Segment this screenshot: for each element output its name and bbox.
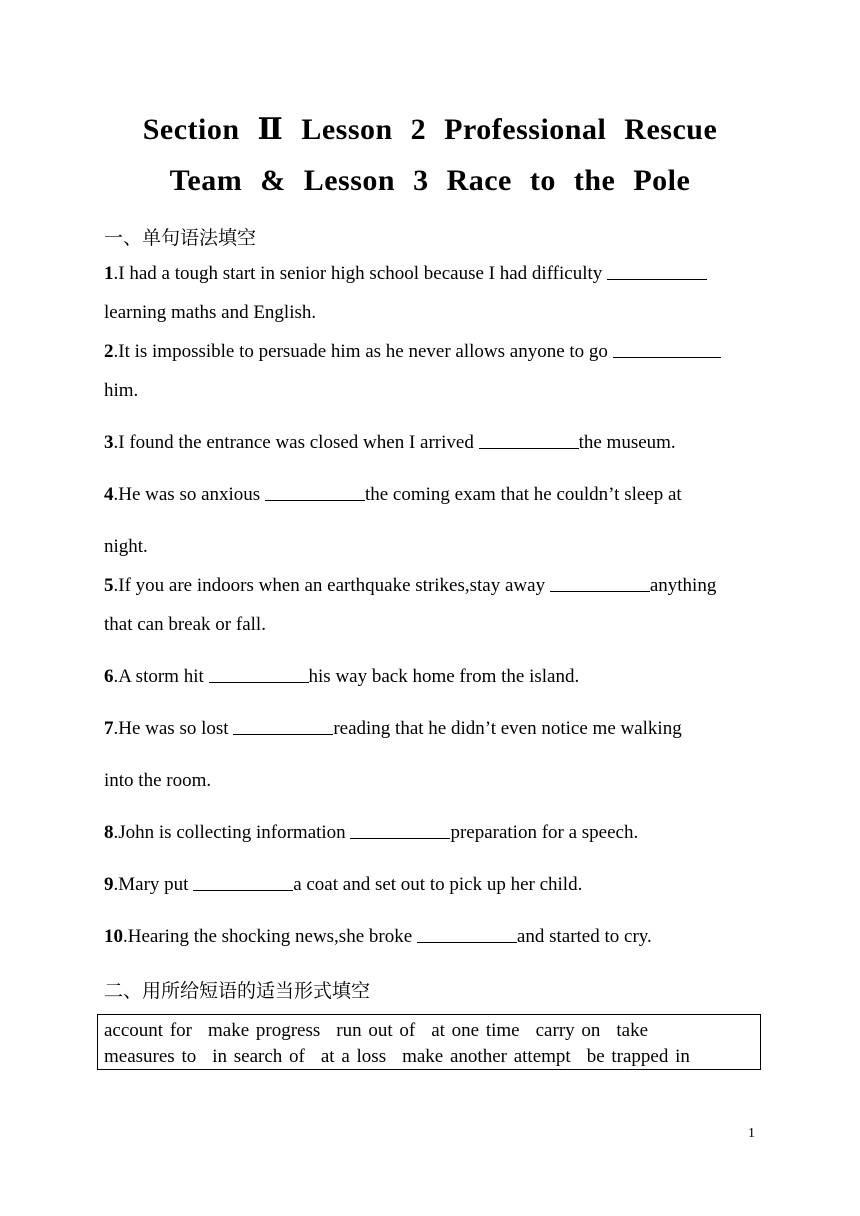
phrase-item: account for [104, 1020, 192, 1041]
answer-blank[interactable] [233, 733, 333, 735]
question-text-after: a coat and set out to pick up her child. [293, 874, 583, 895]
question-number: 4 [104, 484, 114, 505]
answer-blank[interactable] [209, 681, 309, 683]
question-text: .If you are indoors when an earthquake strikes,stay away [113, 575, 550, 596]
question-number: 2 [104, 341, 114, 362]
question-number: 10 [104, 926, 123, 947]
answer-blank[interactable] [479, 447, 579, 449]
question-text: .He was so lost [113, 718, 234, 739]
question-text: .I found the entrance was closed when I arrived [113, 432, 479, 453]
question-number: 6 [104, 666, 114, 687]
answer-blank[interactable] [417, 941, 517, 943]
question-7 [104, 718, 682, 740]
question-text-after: anything [649, 575, 717, 596]
question-text-after: his way back home from the island. [308, 666, 580, 687]
answer-blank[interactable] [550, 590, 650, 592]
question-text-after: the museum. [578, 432, 676, 453]
page-title-line1: Section Ⅱ Lesson 2 Professional Rescue [142, 113, 718, 146]
question-3 [104, 432, 676, 454]
page-title-line2: Team & Lesson 3 Race to the Pole [169, 164, 691, 197]
question-4-continued: night. [104, 536, 148, 557]
phrase-item: make another attempt [402, 1046, 571, 1067]
phrase-item: measures to [104, 1046, 197, 1067]
phrase-item: be trapped in [586, 1046, 690, 1067]
phrase-item: in search of [212, 1046, 305, 1067]
question-2-continued: him. [104, 380, 139, 401]
page-number: 1 [748, 1126, 755, 1141]
phrase-box [97, 1014, 761, 1070]
phrase-row-1 [104, 1020, 664, 1042]
question-1-continued: learning maths and English. [104, 302, 317, 323]
question-9 [104, 874, 582, 896]
question-8 [104, 822, 638, 844]
question-number: 3 [104, 432, 114, 453]
question-number: 1 [104, 263, 114, 284]
question-text: .He was so anxious [113, 484, 265, 505]
question-text-after: the coming exam that he couldn’t sleep at [364, 484, 682, 505]
phrase-item: take [616, 1020, 649, 1041]
question-text-after: and started to cry. [516, 926, 652, 947]
question-2 [104, 341, 721, 363]
phrase-item: run out of [336, 1020, 416, 1041]
phrase-item: at a loss [320, 1046, 387, 1067]
question-text: .Mary put [113, 874, 194, 895]
question-text: .It is impossible to persuade him as he never allows anyone to go [113, 341, 613, 362]
phrase-item: carry on [535, 1020, 601, 1041]
answer-blank[interactable] [607, 278, 707, 280]
phrase-item: at one time [431, 1020, 520, 1041]
question-number: 5 [104, 575, 114, 596]
question-5 [104, 575, 716, 597]
answer-blank[interactable] [193, 889, 293, 891]
question-text: .John is collecting information [113, 822, 351, 843]
question-text: .A storm hit [113, 666, 209, 687]
question-10 [104, 926, 652, 948]
answer-blank[interactable] [350, 837, 450, 839]
answer-blank[interactable] [613, 356, 721, 358]
question-text-after: reading that he didn’t even notice me walking [333, 718, 682, 739]
section2-heading: 二、用所给短语的适当形式填空 [104, 980, 371, 1002]
question-number: 9 [104, 874, 114, 895]
question-text: .I had a tough start in senior high school because I had difficulty [113, 263, 608, 284]
question-text-after: preparation for a speech. [450, 822, 639, 843]
phrase-row-2 [104, 1046, 706, 1068]
answer-blank[interactable] [265, 499, 365, 501]
question-4 [104, 484, 682, 506]
question-6 [104, 666, 579, 688]
section1-heading: 一、单句语法填空 [104, 227, 257, 249]
question-7-continued: into the room. [104, 770, 212, 791]
question-text: .Hearing the shocking news,she broke [123, 926, 417, 947]
question-number: 8 [104, 822, 114, 843]
question-number: 7 [104, 718, 114, 739]
phrase-item: make progress [207, 1020, 321, 1041]
question-1 [104, 263, 707, 285]
question-5-continued: that can break or fall. [104, 614, 266, 635]
